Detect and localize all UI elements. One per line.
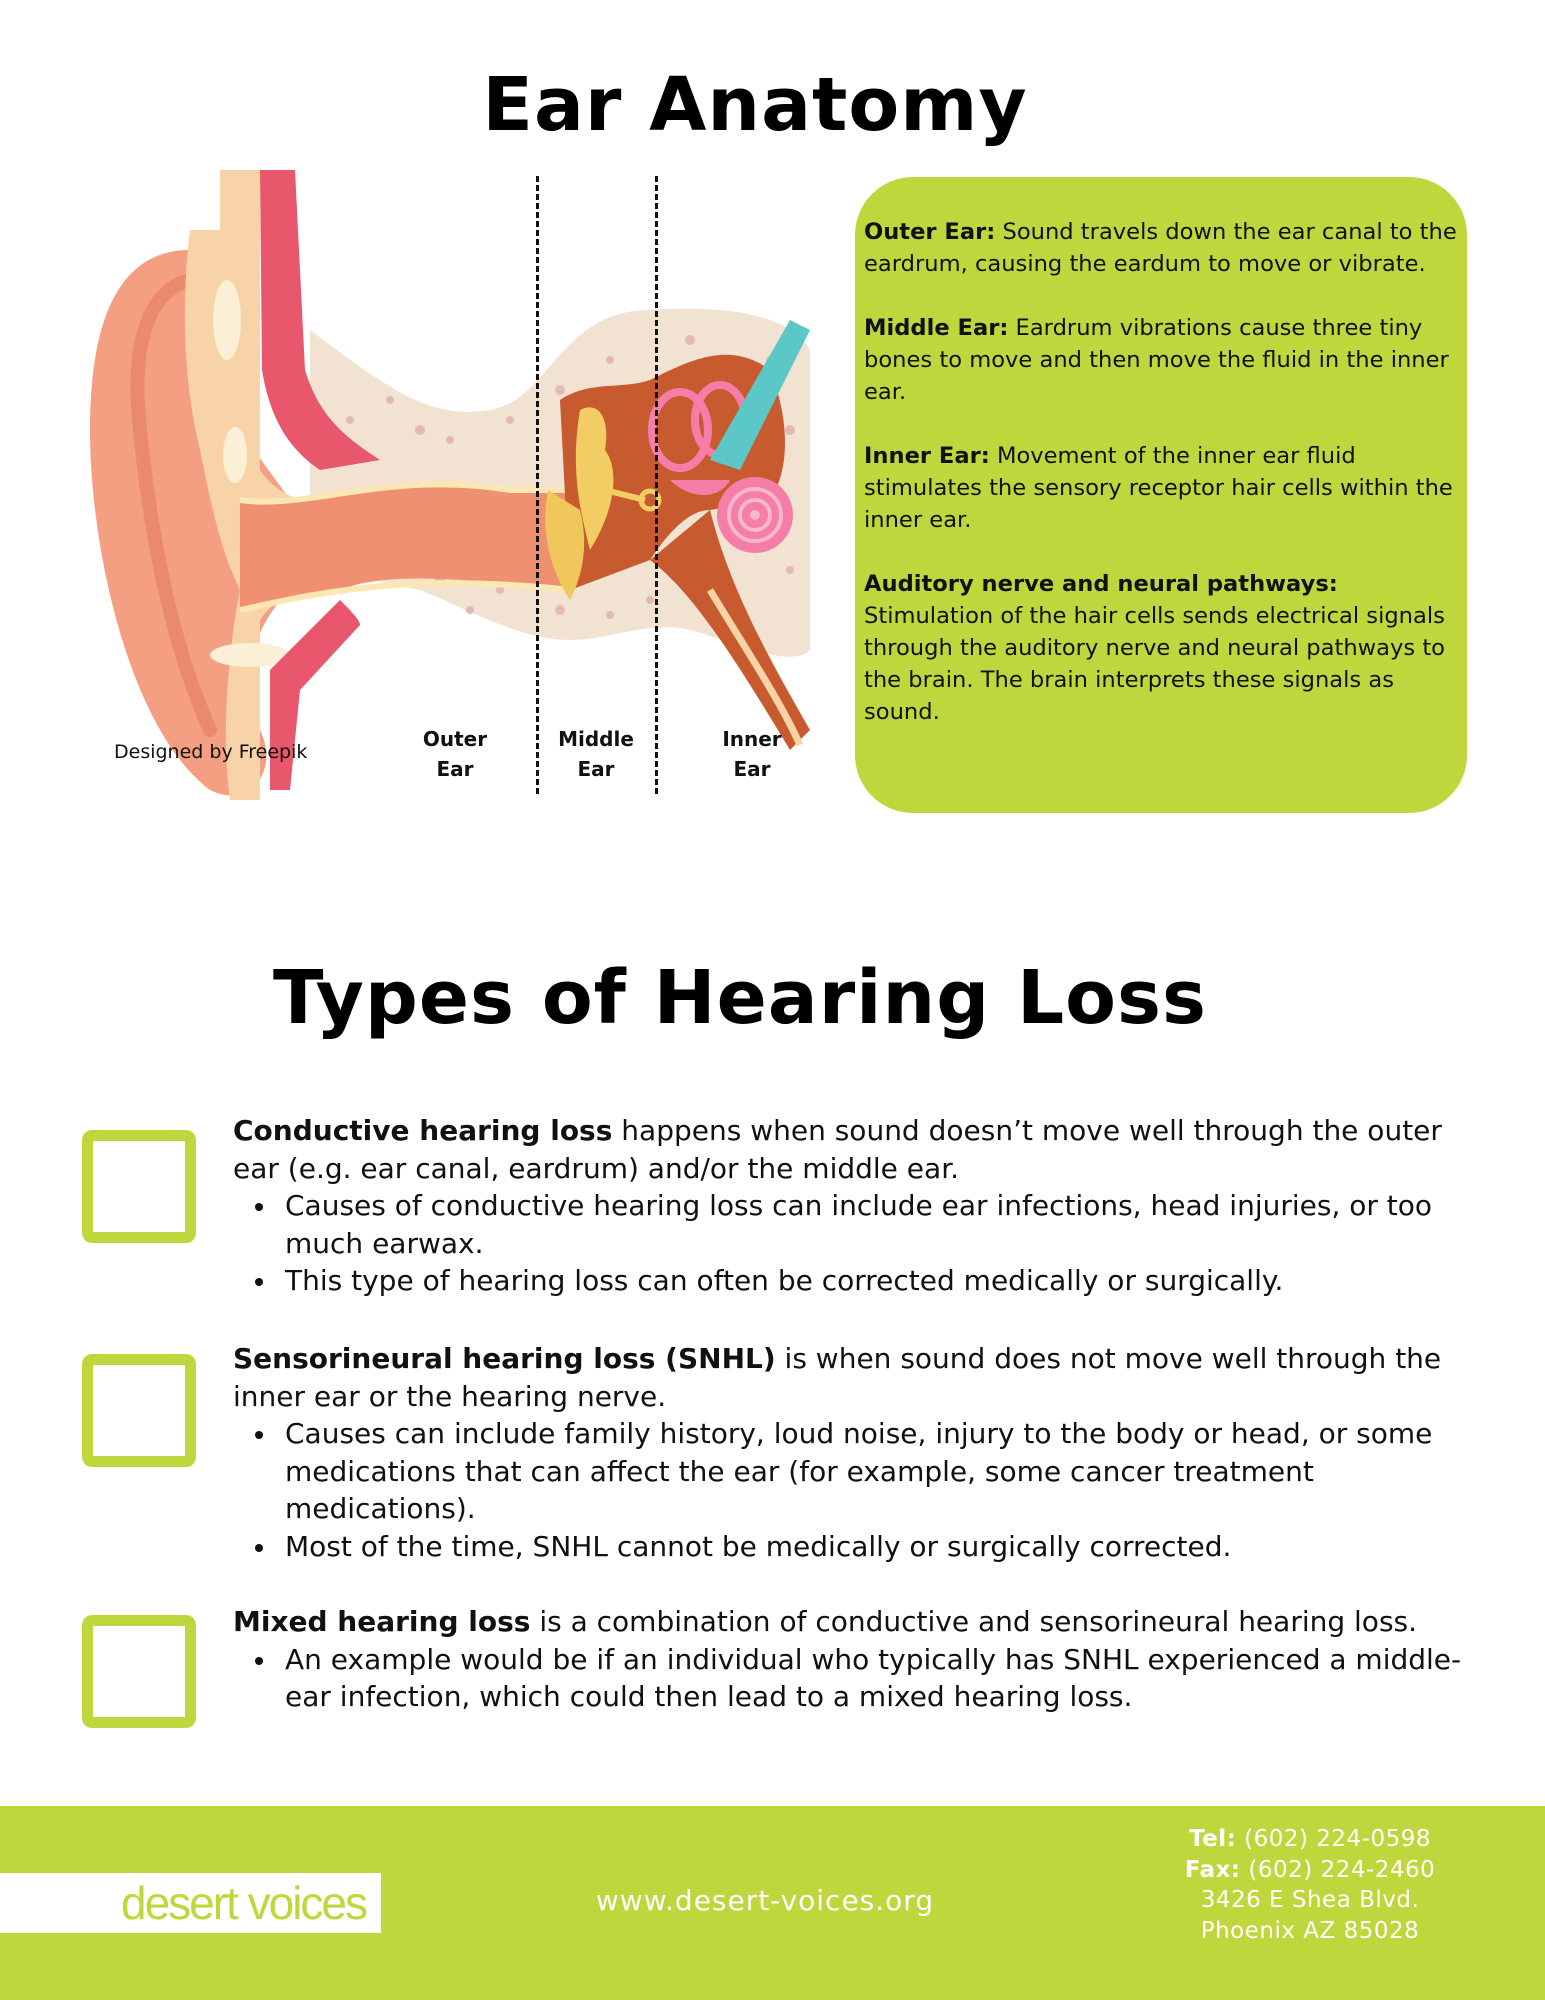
info-text: Stimulation of the hair cells sends electrical signals through the auditory nerve and neural pathways to the brain. The brain interprets these signals as sound. [864, 603, 1446, 725]
type-description [233, 1112, 1463, 1300]
label-middle-ear-line2: Ear [577, 757, 615, 781]
ear-anatomy-illustration [90, 170, 830, 800]
type-summary [233, 1340, 1463, 1415]
info-middle-ear [864, 312, 1459, 408]
type-name: Conductive hearing loss [233, 1114, 613, 1147]
checkbox-conductive[interactable] [82, 1130, 196, 1243]
bullet-item: An example would be if an individual who typically has SNHL experienced a middle-ear infection, which could then lead to a mixed hearing loss. [285, 1641, 1463, 1716]
fax-label: Fax: [1184, 1856, 1241, 1883]
section-title-types-of-hearing-loss: Types of Hearing Loss [272, 955, 1208, 1041]
address-line-2: Phoenix AZ 85028 [1200, 1917, 1420, 1944]
logo [0, 1873, 381, 1933]
info-auditory-nerve [864, 568, 1459, 728]
type-name: Mixed hearing loss [233, 1605, 531, 1638]
page-title-ear-anatomy: Ear Anatomy [482, 62, 1028, 148]
info-heading: Outer Ear: [864, 219, 996, 245]
address-line-1: 3426 E Shea Blvd. [1200, 1887, 1420, 1913]
type-summary [233, 1603, 1463, 1641]
info-text: Eardrum vibrations cause three tiny bones to move and then move the fluid in the inner ear. [864, 315, 1449, 405]
ear-parts-info-panel [855, 177, 1467, 813]
info-inner-ear [864, 440, 1459, 536]
type-description-text: is when sound does not move well through the inner ear or the hearing nerve. [233, 1342, 1442, 1413]
contact-info [1150, 1824, 1470, 1946]
phone [1150, 1824, 1470, 1855]
bullet-item: Causes can include family history, loud noise, injury to the body or head, or some medications that can affect the ear (for example, some cancer treatment medications). [285, 1415, 1463, 1528]
bullet-item: This type of hearing loss can often be corrected medically or surgically. [285, 1262, 1463, 1300]
outer-middle-divider [536, 176, 539, 794]
fax [1150, 1855, 1470, 1886]
type-description-text: is a combination of conductive and sensorineural hearing loss. [530, 1605, 1418, 1638]
label-outer-ear-line2: Ear [436, 757, 474, 781]
info-text: Movement of the inner ear fluid stimulates the sensory receptor hair cells within the inner ear. [864, 443, 1453, 533]
label-inner-ear [692, 724, 812, 784]
footer [0, 1806, 1545, 2000]
info-text: Sound travels down the ear canal to the eardrum, causing the eardum to move or vibrate. [864, 219, 1457, 277]
label-outer-ear-line1: Outer [422, 727, 488, 751]
checkbox-sensorineural[interactable] [82, 1354, 196, 1467]
info-heading: Inner Ear: [864, 443, 990, 469]
image-credit: Designed by Freepik [114, 741, 308, 763]
ear-diagram-icon [90, 170, 830, 800]
bullet-item: Most of the time, SNHL cannot be medically or surgically corrected. [285, 1528, 1463, 1566]
bullet-list [285, 1415, 1463, 1565]
type-name: Sensorineural hearing loss (SNHL) [233, 1342, 776, 1375]
fax-number: (602) 224-2460 [1240, 1856, 1436, 1883]
label-middle-ear-line1: Middle [558, 727, 634, 751]
checkbox-mixed[interactable] [82, 1615, 196, 1728]
label-outer-ear [395, 724, 515, 784]
website-link[interactable]: www.desert-voices.org [595, 1884, 935, 1917]
info-heading: Auditory nerve and neural pathways: [864, 571, 1338, 597]
middle-inner-divider [655, 176, 658, 794]
logo-text: desert voices [120, 1877, 366, 1929]
label-inner-ear-line2: Ear [733, 757, 771, 781]
info-heading: Middle Ear: [864, 315, 1009, 341]
type-description [233, 1340, 1463, 1565]
info-outer-ear [864, 216, 1459, 280]
type-description-text: happens when sound doesn’t move well through the outer ear (e.g. ear canal, eardrum) and/or the middle ear. [233, 1114, 1442, 1185]
label-middle-ear [546, 724, 646, 784]
bullet-list [285, 1187, 1463, 1300]
phone-number: (602) 224-0598 [1236, 1826, 1432, 1852]
phone-label: Tel: [1188, 1826, 1237, 1852]
bullet-item: Causes of conductive hearing loss can include ear infections, head injuries, or too much earwax. [285, 1187, 1463, 1262]
bullet-list [285, 1641, 1463, 1716]
type-summary [233, 1112, 1463, 1187]
type-description [233, 1603, 1463, 1716]
label-inner-ear-line1: Inner [722, 727, 782, 751]
